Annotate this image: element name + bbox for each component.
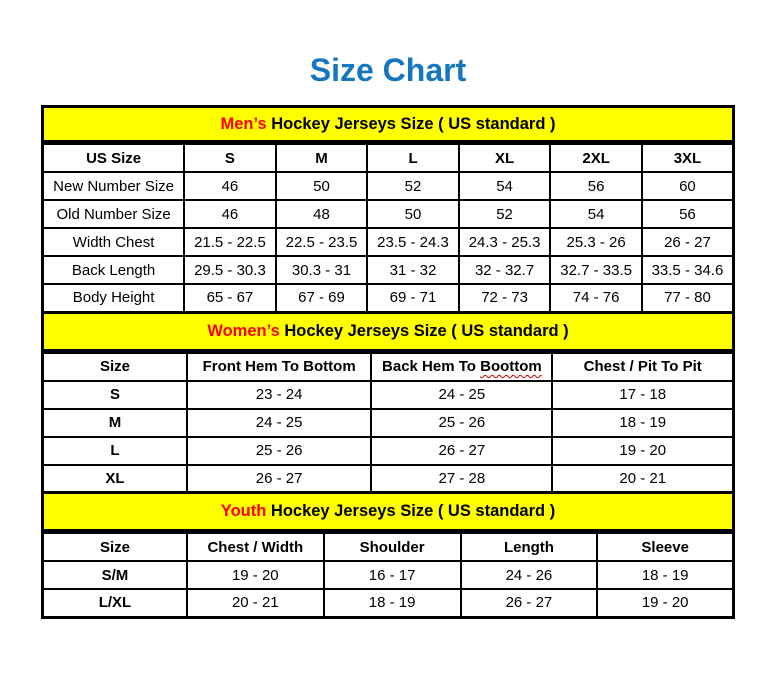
size-value-cell: 74 - 76 [550, 284, 642, 312]
size-value-cell: 46 [184, 200, 276, 228]
row-label-cell: L [43, 437, 187, 465]
size-value-cell: 31 - 32 [367, 256, 459, 284]
size-value-cell: 56 [550, 172, 642, 200]
size-value-cell: 23 - 24 [187, 381, 371, 409]
size-value-cell: 32.7 - 33.5 [550, 256, 642, 284]
size-value-cell: 23.5 - 24.3 [367, 228, 459, 256]
section-title-band-womens [41, 314, 735, 352]
size-value-cell: 77 - 80 [642, 284, 734, 312]
size-value-cell: 24 - 26 [461, 561, 598, 589]
column-header: US Size [43, 144, 185, 172]
row-label-cell: M [43, 409, 187, 437]
column-header: M [276, 144, 368, 172]
size-value-cell: 25.3 - 26 [550, 228, 642, 256]
size-value-cell: 18 - 19 [597, 561, 733, 589]
size-value-cell: 72 - 73 [459, 284, 551, 312]
size-value-cell: 26 - 27 [371, 437, 552, 465]
size-value-cell: 26 - 27 [187, 465, 371, 493]
size-value-cell: 30.3 - 31 [276, 256, 368, 284]
row-label-cell: S/M [43, 561, 187, 589]
header-row [43, 353, 734, 381]
size-value-cell: 25 - 26 [187, 437, 371, 465]
table-row [43, 437, 734, 465]
section-title-accent: Women’s [207, 321, 280, 340]
table-row [43, 172, 734, 200]
size-value-cell: 48 [276, 200, 368, 228]
size-value-cell: 54 [459, 172, 551, 200]
table-row [43, 561, 734, 589]
size-table-section-womens [41, 314, 735, 495]
section-title-text: Hockey Jerseys Size ( US standard ) [279, 321, 569, 340]
column-header: XL [459, 144, 551, 172]
size-value-cell: 54 [550, 200, 642, 228]
table-row [43, 409, 734, 437]
column-header: L [367, 144, 459, 172]
size-value-cell: 52 [459, 200, 551, 228]
table-row [43, 256, 734, 284]
size-value-cell: 50 [276, 172, 368, 200]
size-value-cell: 29.5 - 30.3 [184, 256, 276, 284]
row-label-cell: New Number Size [43, 172, 185, 200]
size-table-youth [41, 532, 735, 619]
size-tables [41, 105, 735, 619]
size-value-cell: 24 - 25 [187, 409, 371, 437]
table-row [43, 284, 734, 312]
size-table-section-youth [41, 494, 735, 619]
section-title-text: Hockey Jerseys Size ( US standard ) [266, 502, 556, 520]
column-header: Chest / Width [187, 533, 324, 561]
header-row [43, 533, 734, 561]
column-header: Front Hem To Bottom [187, 353, 371, 381]
page-title: Size Chart [309, 52, 467, 88]
row-label-cell: Body Height [43, 284, 185, 312]
size-value-cell: 56 [642, 200, 734, 228]
row-label-cell: Old Number Size [43, 200, 185, 228]
table-row [43, 228, 734, 256]
table-row [43, 589, 734, 617]
size-value-cell: 18 - 19 [324, 589, 461, 617]
size-value-cell: 32 - 32.7 [459, 256, 551, 284]
section-title-band-mens [41, 105, 735, 143]
size-value-cell: 46 [184, 172, 276, 200]
size-value-cell: 26 - 27 [642, 228, 734, 256]
size-value-cell: 18 - 19 [552, 409, 733, 437]
column-header: Chest / Pit To Pit [552, 353, 733, 381]
section-title-band-youth [41, 494, 735, 532]
size-value-cell: 67 - 69 [276, 284, 368, 312]
table-row [43, 381, 734, 409]
section-title-accent: Youth [220, 502, 267, 520]
column-header: 3XL [642, 144, 734, 172]
size-value-cell: 50 [367, 200, 459, 228]
table-row [43, 465, 734, 493]
section-title-accent: Men’s [220, 114, 267, 133]
size-value-cell: 65 - 67 [184, 284, 276, 312]
column-header: S [184, 144, 276, 172]
column-header: Sleeve [597, 533, 733, 561]
row-label-cell: Back Length [43, 256, 185, 284]
size-value-cell: 25 - 26 [371, 409, 552, 437]
row-label-cell: XL [43, 465, 187, 493]
size-value-cell: 20 - 21 [552, 465, 733, 493]
size-table-mens [41, 143, 735, 314]
size-value-cell: 17 - 18 [552, 381, 733, 409]
header-row [43, 144, 734, 172]
size-value-cell: 19 - 20 [187, 561, 324, 589]
size-value-cell: 33.5 - 34.6 [642, 256, 734, 284]
size-value-cell: 21.5 - 22.5 [184, 228, 276, 256]
size-table-section-mens [41, 105, 735, 314]
size-value-cell: 22.5 - 23.5 [276, 228, 368, 256]
size-value-cell: 60 [642, 172, 734, 200]
size-table-womens [41, 352, 735, 495]
row-label-cell: Width Chest [43, 228, 185, 256]
column-header: Size [43, 533, 187, 561]
row-label-cell: L/XL [43, 589, 187, 617]
size-value-cell: 26 - 27 [461, 589, 598, 617]
size-value-cell: 27 - 28 [371, 465, 552, 493]
column-header: Back Hem To Boottom [371, 353, 552, 381]
size-value-cell: 69 - 71 [367, 284, 459, 312]
table-row [43, 200, 734, 228]
column-header: Length [461, 533, 598, 561]
row-label-cell: S [43, 381, 187, 409]
column-header: Size [43, 353, 187, 381]
section-title-text: Hockey Jerseys Size ( US standard ) [266, 114, 556, 133]
size-value-cell: 19 - 20 [552, 437, 733, 465]
size-value-cell: 24.3 - 25.3 [459, 228, 551, 256]
size-value-cell: 52 [367, 172, 459, 200]
column-header: 2XL [550, 144, 642, 172]
size-value-cell: 16 - 17 [324, 561, 461, 589]
column-header: Shoulder [324, 533, 461, 561]
size-value-cell: 19 - 20 [597, 589, 733, 617]
size-value-cell: 24 - 25 [371, 381, 552, 409]
misspelled-word: Boottom [480, 358, 542, 375]
size-value-cell: 20 - 21 [187, 589, 324, 617]
